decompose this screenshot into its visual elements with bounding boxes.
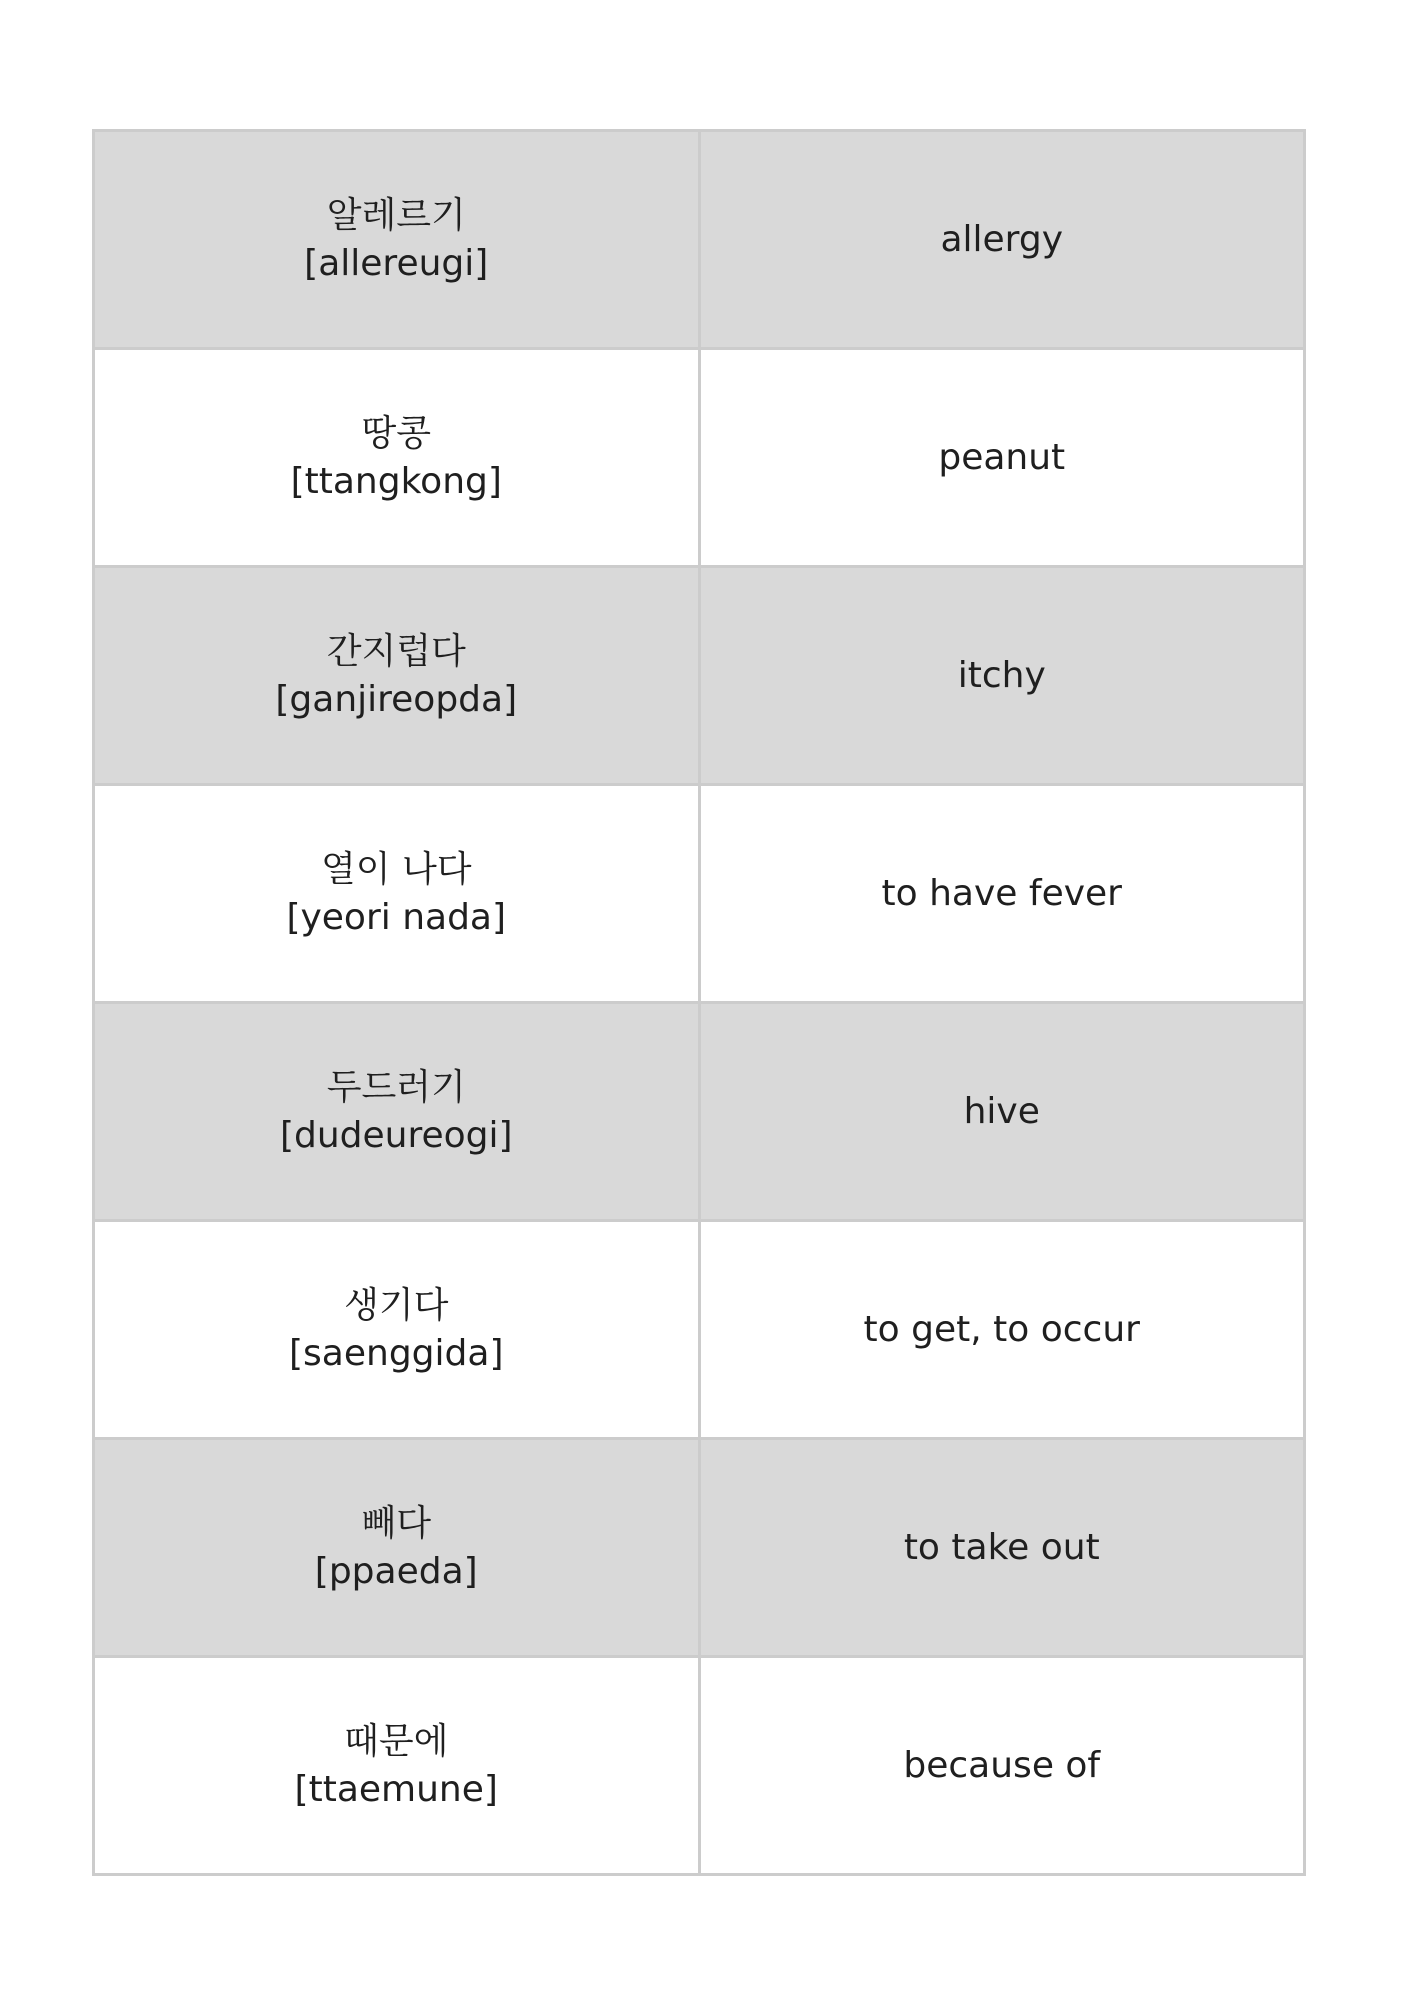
english-cell bbox=[699, 131, 1305, 349]
english-meaning: to take out bbox=[903, 1526, 1100, 1568]
korean-word: 빼다 bbox=[361, 1502, 432, 1544]
korean-word: 땅콩 bbox=[361, 412, 432, 454]
table-row bbox=[94, 1657, 1305, 1875]
romanization: [ttaemune] bbox=[294, 1768, 498, 1810]
english-meaning: allergy bbox=[940, 218, 1064, 260]
table-row bbox=[94, 1439, 1305, 1657]
table-row bbox=[94, 785, 1305, 1003]
english-meaning: to get, to occur bbox=[863, 1308, 1140, 1350]
korean-cell bbox=[94, 1657, 700, 1875]
korean-cell bbox=[94, 1221, 700, 1439]
korean-cell bbox=[94, 1003, 700, 1221]
english-meaning: peanut bbox=[938, 436, 1066, 478]
english-meaning: to have fever bbox=[881, 872, 1122, 914]
english-cell bbox=[699, 1221, 1305, 1439]
korean-word: 간지럽다 bbox=[326, 630, 466, 672]
english-meaning: itchy bbox=[957, 654, 1046, 696]
romanization: [ganjireopda] bbox=[275, 678, 518, 720]
english-cell bbox=[699, 1657, 1305, 1875]
romanization: [yeori nada] bbox=[286, 896, 507, 938]
english-meaning: hive bbox=[963, 1090, 1040, 1132]
korean-word: 열이 나다 bbox=[320, 848, 472, 890]
korean-cell bbox=[94, 349, 700, 567]
romanization: [ppaeda] bbox=[314, 1550, 478, 1592]
english-cell bbox=[699, 349, 1305, 567]
korean-word: 때문에 bbox=[344, 1720, 449, 1762]
korean-cell bbox=[94, 567, 700, 785]
korean-word: 생기다 bbox=[344, 1284, 449, 1326]
english-cell bbox=[699, 1003, 1305, 1221]
korean-cell bbox=[94, 131, 700, 349]
english-cell bbox=[699, 567, 1305, 785]
korean-cell bbox=[94, 1439, 700, 1657]
table-row bbox=[94, 349, 1305, 567]
table-row bbox=[94, 131, 1305, 349]
english-meaning: because of bbox=[903, 1744, 1101, 1786]
table-row bbox=[94, 567, 1305, 785]
romanization: [ttangkong] bbox=[290, 460, 502, 502]
vocabulary-table bbox=[92, 129, 1306, 1876]
table-row bbox=[94, 1221, 1305, 1439]
english-cell bbox=[699, 1439, 1305, 1657]
korean-cell bbox=[94, 785, 700, 1003]
romanization: [saenggida] bbox=[289, 1332, 504, 1374]
romanization: [dudeureogi] bbox=[279, 1114, 513, 1156]
english-cell bbox=[699, 785, 1305, 1003]
table-row bbox=[94, 1003, 1305, 1221]
romanization: [allereugi] bbox=[304, 242, 489, 284]
korean-word: 알레르기 bbox=[326, 194, 466, 236]
korean-word: 두드러기 bbox=[326, 1066, 466, 1108]
